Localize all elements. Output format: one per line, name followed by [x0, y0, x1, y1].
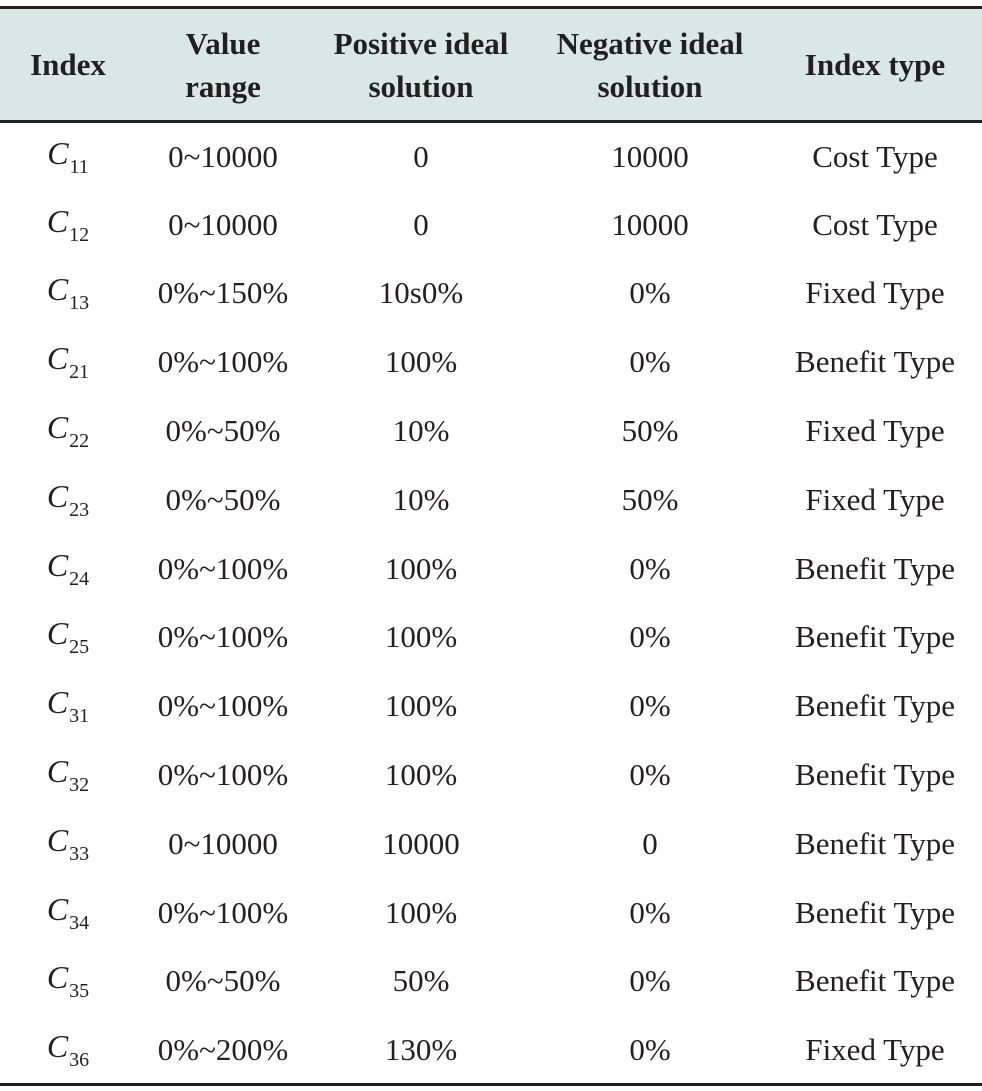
cell-value-range: 0~10000	[168, 138, 278, 174]
index-subscript: 22	[69, 430, 90, 453]
cell-positive-ideal: 50%	[392, 963, 450, 999]
cell-positive-ideal: 10000	[382, 825, 460, 861]
table-row	[0, 878, 982, 947]
table-row	[0, 672, 982, 741]
cell-negative-ideal: 0%	[629, 344, 671, 380]
table-row	[0, 328, 982, 397]
cell-index	[0, 809, 136, 878]
header-index	[0, 8, 136, 122]
cell-value-range: 0~10000	[168, 825, 278, 861]
cell-negative-ideal: 0%	[532, 1016, 768, 1085]
table-body	[0, 122, 982, 1085]
cell-positive-ideal: 0	[413, 206, 429, 242]
index-subscript: 21	[69, 361, 90, 384]
cell-positive-ideal: 100%	[384, 619, 458, 655]
cell-negative-ideal: 0%	[629, 963, 671, 999]
table-row	[0, 1016, 982, 1085]
cell-value-range: 0%~100%	[157, 757, 289, 793]
index-variable: C	[46, 340, 69, 377]
cell-index	[0, 259, 136, 328]
cell-index-type: Benefit Type	[795, 344, 955, 380]
table-row	[0, 947, 982, 1016]
cell-positive-ideal: 10%	[392, 413, 450, 449]
header-negative-ideal	[532, 8, 768, 122]
table-row	[0, 534, 982, 603]
header-positive-ideal-line2: solution	[368, 68, 474, 104]
cell-index-type: Fixed Type	[805, 275, 945, 311]
cell-value-range: 0%~100%	[157, 344, 289, 380]
cell-positive-ideal: 0	[413, 138, 429, 174]
cell-negative-ideal: 0%	[629, 619, 671, 655]
table-row	[0, 122, 982, 191]
header-negative-ideal-line2: solution	[597, 68, 703, 104]
index-variable: C	[46, 271, 69, 308]
cell-negative-ideal: 0%	[629, 550, 671, 586]
cell-negative-ideal: 0%	[629, 894, 671, 930]
cell-positive-ideal: 100%	[384, 550, 458, 586]
cell-value-range: 0%~50%	[165, 481, 281, 517]
cell-index	[0, 947, 136, 1016]
cell-index	[0, 603, 136, 672]
cell-positive-ideal: 100%	[384, 894, 458, 930]
index-variable: C	[46, 753, 69, 790]
cell-index-type: Benefit Type	[795, 757, 955, 793]
index-variable: C	[46, 890, 69, 927]
header-value-range-line1: Value	[185, 25, 261, 61]
header-positive-ideal	[310, 8, 532, 122]
index-subscript: 25	[69, 636, 90, 659]
cell-negative-ideal: 50%	[621, 481, 679, 517]
cell-index	[0, 534, 136, 603]
cell-index-type: Fixed Type	[805, 481, 945, 517]
header-value-range	[136, 8, 310, 122]
cell-value-range: 0~10000	[168, 206, 278, 242]
cell-index-type: Cost Type	[812, 206, 938, 242]
cell-index	[0, 741, 136, 810]
cell-index-type: Benefit Type	[795, 688, 955, 724]
index-subscript: 24	[69, 567, 90, 590]
table-row	[0, 397, 982, 466]
cell-negative-ideal: 10000	[611, 138, 689, 174]
header-row	[0, 8, 982, 122]
cell-negative-ideal: 0%	[629, 688, 671, 724]
cell-positive-ideal: 130%	[310, 1016, 532, 1085]
index-table	[0, 6, 982, 1086]
cell-index	[0, 328, 136, 397]
index-variable: C	[46, 615, 69, 652]
index-variable: C	[46, 821, 69, 858]
table-row	[0, 603, 982, 672]
index-subscript: 34	[69, 911, 90, 934]
index-variable: C	[46, 202, 69, 239]
cell-index	[0, 672, 136, 741]
header-negative-ideal-line1: Negative ideal	[556, 25, 744, 61]
table-row	[0, 465, 982, 534]
index-subscript: 35	[69, 980, 90, 1003]
index-variable: C	[46, 684, 69, 721]
index-subscript: 23	[69, 498, 90, 521]
cell-index-type: Benefit Type	[795, 963, 955, 999]
index-subscript: 13	[69, 292, 90, 315]
index-subscript: 11	[69, 155, 89, 178]
cell-positive-ideal: 10%	[392, 481, 450, 517]
cell-negative-ideal: 10000	[611, 206, 689, 242]
cell-index	[0, 878, 136, 947]
cell-positive-ideal: 10s0%	[378, 275, 464, 311]
table-row	[0, 190, 982, 259]
cell-index	[0, 397, 136, 466]
cell-index-type: Benefit Type	[795, 550, 955, 586]
index-variable: C	[46, 1027, 69, 1064]
table-header	[0, 8, 982, 122]
index-subscript: 12	[69, 223, 90, 246]
header-index-type	[768, 8, 982, 122]
cell-value-range: 0%~100%	[157, 688, 289, 724]
cell-index-type: Fixed Type	[768, 1016, 982, 1085]
index-subscript: 33	[69, 842, 90, 865]
index-subscript: 31	[69, 705, 90, 728]
index-variable: C	[46, 546, 69, 583]
cell-value-range: 0%~150%	[157, 275, 289, 311]
header-index-line1: Index	[30, 47, 106, 82]
cell-index-type: Cost Type	[812, 138, 938, 174]
index-variable: C	[46, 477, 69, 514]
cell-value-range: 0%~100%	[157, 619, 289, 655]
cell-index-type: Benefit Type	[795, 894, 955, 930]
header-value-range-line2: range	[185, 68, 261, 104]
cell-positive-ideal: 100%	[384, 688, 458, 724]
table-row	[0, 809, 982, 878]
cell-index-type: Fixed Type	[805, 413, 945, 449]
cell-negative-ideal: 0%	[629, 275, 671, 311]
cell-value-range: 0%~50%	[165, 963, 281, 999]
cell-positive-ideal: 100%	[384, 344, 458, 380]
cell-index-type: Benefit Type	[795, 825, 955, 861]
cell-value-range: 0%~50%	[165, 413, 281, 449]
header-index-type-line1: Index type	[804, 47, 946, 82]
cell-index	[0, 190, 136, 259]
cell-negative-ideal: 0%	[629, 757, 671, 793]
cell-negative-ideal: 0	[642, 825, 658, 861]
index-variable: C	[47, 134, 69, 171]
cell-value-range: 0%~100%	[157, 894, 289, 930]
index-variable: C	[46, 959, 69, 996]
cell-index	[0, 1016, 136, 1085]
cell-value-range: 0%~100%	[157, 550, 289, 586]
cell-negative-ideal: 50%	[621, 413, 679, 449]
cell-index-type: Benefit Type	[795, 619, 955, 655]
index-variable: C	[46, 409, 69, 446]
cell-index	[0, 465, 136, 534]
index-subscript: 32	[69, 774, 90, 797]
table-row	[0, 741, 982, 810]
table-row	[0, 259, 982, 328]
index-subscript: 36	[69, 1048, 90, 1071]
index-table-container	[0, 6, 982, 1086]
cell-value-range: 0%~200%	[136, 1016, 310, 1085]
cell-index	[0, 122, 136, 191]
cell-positive-ideal: 100%	[384, 757, 458, 793]
header-positive-ideal-line1: Positive ideal	[333, 25, 509, 61]
